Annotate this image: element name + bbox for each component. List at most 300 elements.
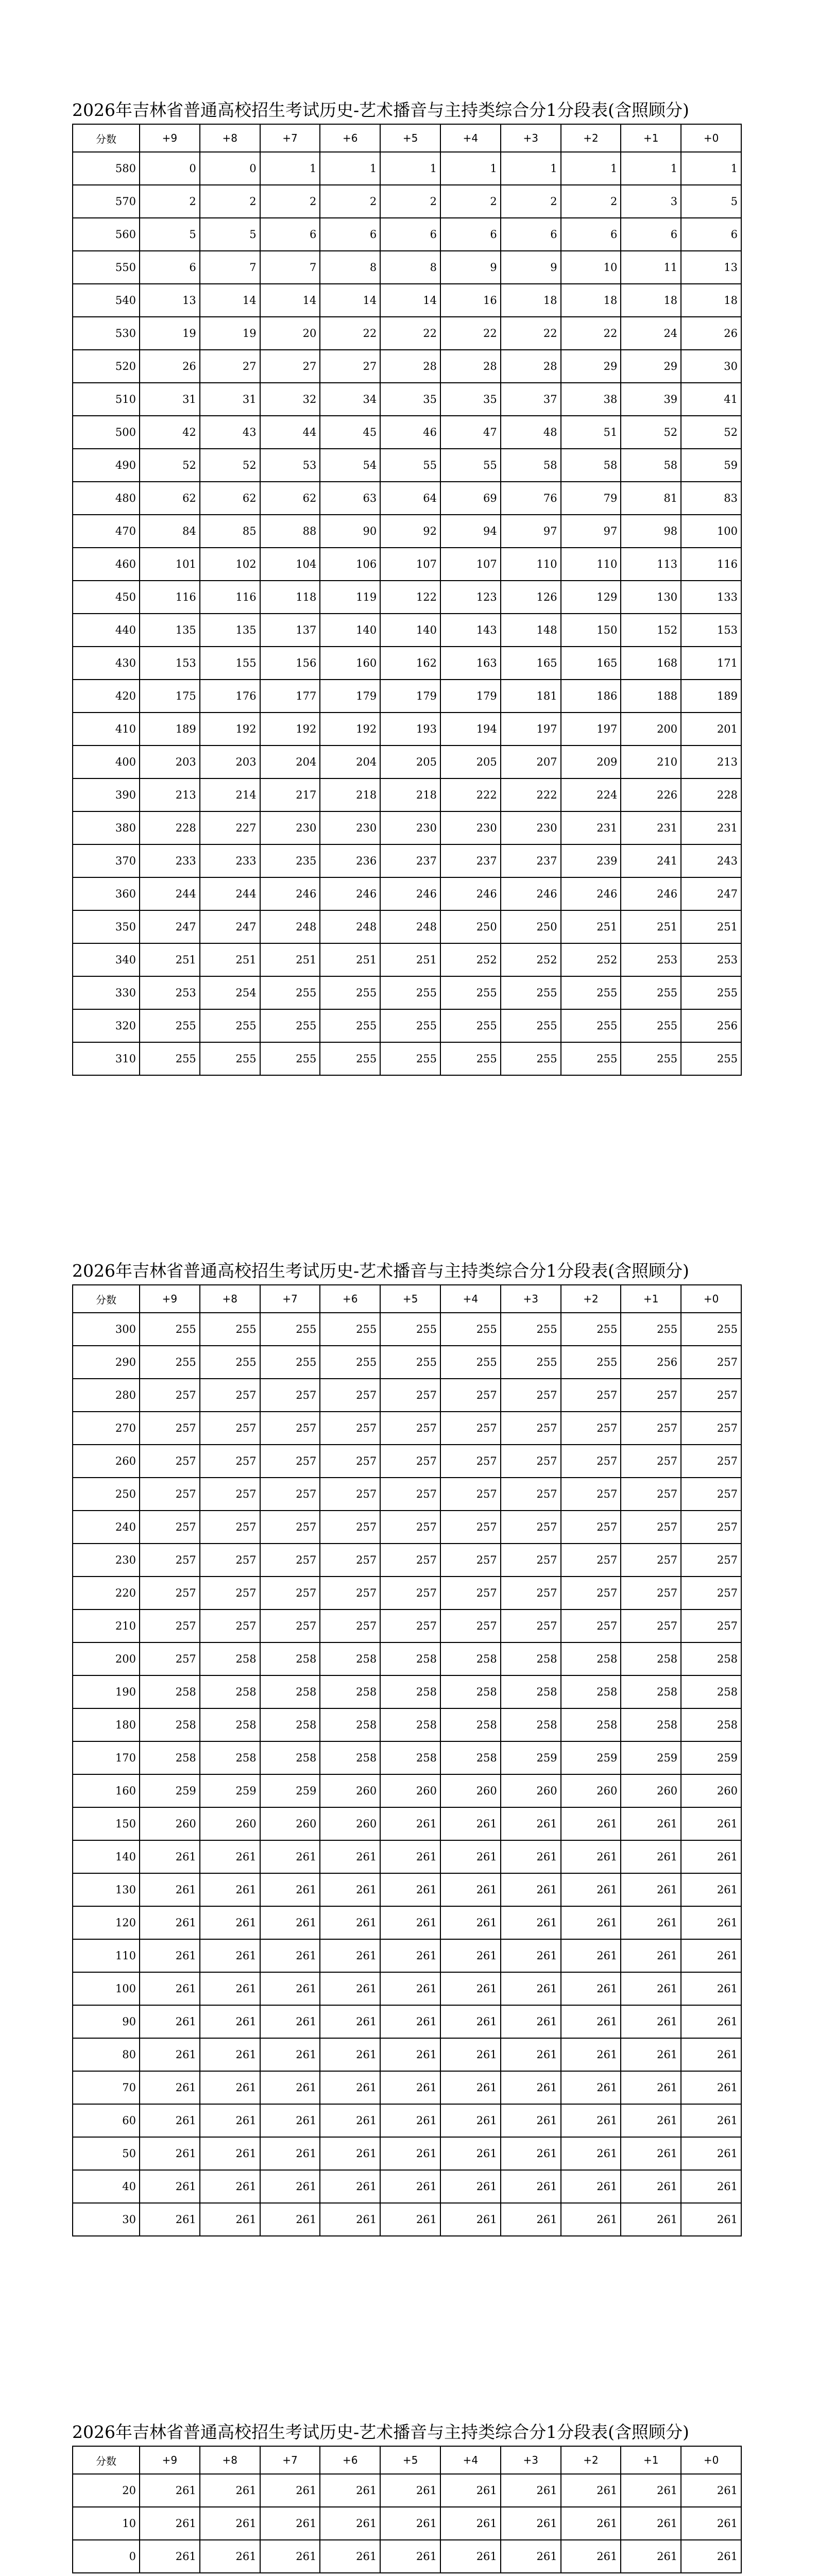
count-cell: 257 bbox=[681, 1346, 741, 1379]
count-cell: 230 bbox=[320, 811, 380, 844]
count-cell: 13 bbox=[140, 284, 200, 317]
count-cell: 255 bbox=[681, 976, 741, 1009]
count-cell: 255 bbox=[440, 1009, 501, 1042]
count-cell: 261 bbox=[501, 1807, 561, 1840]
count-cell: 194 bbox=[440, 713, 501, 745]
count-cell: 261 bbox=[681, 2104, 741, 2137]
count-cell: 257 bbox=[501, 1511, 561, 1544]
table-row bbox=[73, 1042, 741, 1075]
count-cell: 258 bbox=[501, 1642, 561, 1675]
table-row bbox=[73, 581, 741, 614]
count-cell: 261 bbox=[561, 1939, 621, 1972]
count-cell: 257 bbox=[320, 1609, 380, 1642]
count-cell: 1 bbox=[320, 152, 380, 185]
count-cell: 261 bbox=[200, 2507, 260, 2540]
count-cell: 261 bbox=[501, 1906, 561, 1939]
count-cell: 246 bbox=[440, 877, 501, 910]
count-cell: 6 bbox=[681, 218, 741, 251]
count-cell: 261 bbox=[140, 2474, 200, 2507]
score-cell: 490 bbox=[73, 449, 140, 482]
count-cell: 257 bbox=[440, 1379, 501, 1412]
count-cell: 97 bbox=[501, 515, 561, 548]
count-cell: 261 bbox=[621, 2507, 681, 2540]
count-cell: 258 bbox=[200, 1642, 260, 1675]
count-cell: 255 bbox=[140, 1313, 200, 1346]
count-cell: 18 bbox=[681, 284, 741, 317]
count-cell: 255 bbox=[200, 1042, 260, 1075]
count-cell: 261 bbox=[380, 2474, 440, 2507]
count-cell: 261 bbox=[440, 2203, 501, 2236]
count-cell: 261 bbox=[320, 2507, 380, 2540]
count-cell: 261 bbox=[561, 2474, 621, 2507]
count-cell: 52 bbox=[681, 416, 741, 449]
count-cell: 257 bbox=[380, 1544, 440, 1577]
count-cell: 6 bbox=[561, 218, 621, 251]
count-cell: 22 bbox=[561, 317, 621, 350]
count-cell: 201 bbox=[681, 713, 741, 745]
table-row bbox=[73, 1009, 741, 1042]
count-cell: 255 bbox=[681, 1042, 741, 1075]
count-cell: 107 bbox=[380, 548, 440, 581]
count-cell: 257 bbox=[440, 1577, 501, 1609]
count-cell: 261 bbox=[200, 2038, 260, 2071]
table-row bbox=[73, 1609, 741, 1642]
count-cell: 1 bbox=[561, 152, 621, 185]
count-cell: 258 bbox=[681, 1642, 741, 1675]
count-cell: 261 bbox=[140, 2507, 200, 2540]
count-cell: 260 bbox=[621, 1774, 681, 1807]
count-cell: 8 bbox=[320, 251, 380, 284]
count-cell: 236 bbox=[320, 844, 380, 877]
count-cell: 261 bbox=[501, 2507, 561, 2540]
count-cell: 237 bbox=[440, 844, 501, 877]
count-cell: 2 bbox=[140, 185, 200, 218]
count-cell: 261 bbox=[260, 1972, 320, 2005]
count-cell: 261 bbox=[440, 2474, 501, 2507]
table-row bbox=[73, 647, 741, 680]
count-cell: 261 bbox=[501, 2005, 561, 2038]
count-cell: 261 bbox=[440, 1873, 501, 1906]
count-cell: 54 bbox=[320, 449, 380, 482]
count-cell: 255 bbox=[681, 1313, 741, 1346]
column-header: +1 bbox=[621, 124, 681, 152]
count-cell: 261 bbox=[621, 2540, 681, 2573]
count-cell: 255 bbox=[440, 1346, 501, 1379]
count-cell: 88 bbox=[260, 515, 320, 548]
count-cell: 261 bbox=[200, 2540, 260, 2573]
count-cell: 261 bbox=[260, 2203, 320, 2236]
count-cell: 261 bbox=[561, 2137, 621, 2170]
count-cell: 257 bbox=[501, 1544, 561, 1577]
count-cell: 261 bbox=[320, 2203, 380, 2236]
count-cell: 261 bbox=[621, 1840, 681, 1873]
count-cell: 261 bbox=[440, 1939, 501, 1972]
table-row bbox=[73, 152, 741, 185]
count-cell: 92 bbox=[380, 515, 440, 548]
count-cell: 255 bbox=[440, 1042, 501, 1075]
count-cell: 257 bbox=[140, 1478, 200, 1511]
count-cell: 259 bbox=[621, 1741, 681, 1774]
count-cell: 51 bbox=[561, 416, 621, 449]
count-cell: 261 bbox=[140, 2005, 200, 2038]
count-cell: 258 bbox=[501, 1675, 561, 1708]
count-cell: 261 bbox=[561, 2071, 621, 2104]
count-cell: 261 bbox=[681, 2474, 741, 2507]
count-cell: 261 bbox=[561, 1906, 621, 1939]
score-cell: 270 bbox=[73, 1412, 140, 1445]
count-cell: 14 bbox=[200, 284, 260, 317]
count-cell: 261 bbox=[260, 2170, 320, 2203]
count-cell: 257 bbox=[681, 1511, 741, 1544]
count-cell: 260 bbox=[380, 1774, 440, 1807]
count-cell: 116 bbox=[681, 548, 741, 581]
count-cell: 181 bbox=[501, 680, 561, 713]
count-cell: 126 bbox=[501, 581, 561, 614]
count-cell: 256 bbox=[681, 1009, 741, 1042]
table-row bbox=[73, 1412, 741, 1445]
table-row bbox=[73, 1346, 741, 1379]
score-table bbox=[72, 2446, 742, 2573]
count-cell: 255 bbox=[380, 976, 440, 1009]
score-cell: 210 bbox=[73, 1609, 140, 1642]
count-cell: 255 bbox=[501, 1042, 561, 1075]
count-cell: 260 bbox=[440, 1774, 501, 1807]
count-cell: 261 bbox=[440, 2540, 501, 2573]
count-cell: 261 bbox=[561, 2203, 621, 2236]
count-cell: 76 bbox=[501, 482, 561, 515]
count-cell: 251 bbox=[140, 943, 200, 976]
count-cell: 261 bbox=[681, 2540, 741, 2573]
count-cell: 123 bbox=[440, 581, 501, 614]
count-cell: 261 bbox=[140, 2137, 200, 2170]
column-header: +4 bbox=[440, 2446, 501, 2474]
count-cell: 260 bbox=[681, 1774, 741, 1807]
count-cell: 218 bbox=[380, 778, 440, 811]
count-cell: 163 bbox=[440, 647, 501, 680]
count-cell: 258 bbox=[260, 1741, 320, 1774]
count-cell: 257 bbox=[621, 1478, 681, 1511]
count-cell: 255 bbox=[320, 1009, 380, 1042]
count-cell: 261 bbox=[561, 1972, 621, 2005]
table-body bbox=[73, 2474, 741, 2573]
count-cell: 250 bbox=[501, 910, 561, 943]
count-cell: 64 bbox=[380, 482, 440, 515]
count-cell: 257 bbox=[200, 1379, 260, 1412]
count-cell: 197 bbox=[501, 713, 561, 745]
count-cell: 261 bbox=[621, 1939, 681, 1972]
count-cell: 255 bbox=[260, 1042, 320, 1075]
count-cell: 255 bbox=[440, 1313, 501, 1346]
column-header: +7 bbox=[260, 2446, 320, 2474]
count-cell: 46 bbox=[380, 416, 440, 449]
table-row bbox=[73, 515, 741, 548]
count-cell: 261 bbox=[440, 2137, 501, 2170]
count-cell: 231 bbox=[561, 811, 621, 844]
count-cell: 113 bbox=[621, 548, 681, 581]
count-cell: 258 bbox=[260, 1642, 320, 1675]
count-cell: 255 bbox=[260, 1346, 320, 1379]
count-cell: 168 bbox=[621, 647, 681, 680]
count-cell: 85 bbox=[200, 515, 260, 548]
count-cell: 261 bbox=[260, 2071, 320, 2104]
count-cell: 52 bbox=[200, 449, 260, 482]
count-cell: 261 bbox=[140, 2203, 200, 2236]
count-cell: 258 bbox=[200, 1741, 260, 1774]
count-cell: 260 bbox=[260, 1807, 320, 1840]
column-header: +5 bbox=[380, 124, 440, 152]
count-cell: 19 bbox=[140, 317, 200, 350]
count-cell: 261 bbox=[380, 2104, 440, 2137]
table-row bbox=[73, 548, 741, 581]
count-cell: 257 bbox=[200, 1511, 260, 1544]
count-cell: 200 bbox=[621, 713, 681, 745]
count-cell: 261 bbox=[320, 2474, 380, 2507]
count-cell: 38 bbox=[561, 383, 621, 416]
count-cell: 58 bbox=[501, 449, 561, 482]
table-row bbox=[73, 1939, 741, 1972]
count-cell: 261 bbox=[140, 2104, 200, 2137]
count-cell: 222 bbox=[440, 778, 501, 811]
count-cell: 261 bbox=[320, 1840, 380, 1873]
table-row bbox=[73, 2170, 741, 2203]
count-cell: 52 bbox=[621, 416, 681, 449]
column-header: +0 bbox=[681, 2446, 741, 2474]
column-header: +6 bbox=[320, 2446, 380, 2474]
count-cell: 1 bbox=[380, 152, 440, 185]
count-cell: 62 bbox=[260, 482, 320, 515]
count-cell: 261 bbox=[621, 2038, 681, 2071]
count-cell: 148 bbox=[501, 614, 561, 647]
count-cell: 237 bbox=[501, 844, 561, 877]
count-cell: 261 bbox=[260, 1840, 320, 1873]
count-cell: 10 bbox=[561, 251, 621, 284]
count-cell: 261 bbox=[140, 2038, 200, 2071]
column-header: +0 bbox=[681, 1285, 741, 1313]
table-body bbox=[73, 152, 741, 1075]
count-cell: 261 bbox=[200, 1906, 260, 1939]
count-cell: 261 bbox=[320, 1972, 380, 2005]
count-cell: 257 bbox=[380, 1577, 440, 1609]
score-cell: 390 bbox=[73, 778, 140, 811]
count-cell: 257 bbox=[380, 1478, 440, 1511]
score-cell: 440 bbox=[73, 614, 140, 647]
count-cell: 257 bbox=[260, 1609, 320, 1642]
count-cell: 257 bbox=[140, 1511, 200, 1544]
header-row bbox=[73, 1285, 741, 1313]
count-cell: 261 bbox=[561, 2507, 621, 2540]
count-cell: 1 bbox=[681, 152, 741, 185]
count-cell: 258 bbox=[320, 1708, 380, 1741]
count-cell: 261 bbox=[140, 2540, 200, 2573]
count-cell: 261 bbox=[380, 1972, 440, 2005]
count-cell: 246 bbox=[501, 877, 561, 910]
table-row bbox=[73, 2038, 741, 2071]
count-cell: 84 bbox=[140, 515, 200, 548]
count-cell: 48 bbox=[501, 416, 561, 449]
count-cell: 261 bbox=[140, 1873, 200, 1906]
count-cell: 261 bbox=[260, 2038, 320, 2071]
count-cell: 261 bbox=[621, 2203, 681, 2236]
count-cell: 110 bbox=[501, 548, 561, 581]
count-cell: 257 bbox=[440, 1478, 501, 1511]
count-cell: 26 bbox=[681, 317, 741, 350]
score-cell: 320 bbox=[73, 1009, 140, 1042]
count-cell: 27 bbox=[320, 350, 380, 383]
count-cell: 35 bbox=[440, 383, 501, 416]
count-cell: 217 bbox=[260, 778, 320, 811]
page-3 bbox=[72, 2419, 741, 2573]
count-cell: 258 bbox=[440, 1642, 501, 1675]
table-row bbox=[73, 1741, 741, 1774]
count-cell: 257 bbox=[380, 1412, 440, 1445]
count-cell: 261 bbox=[200, 1972, 260, 2005]
column-header: +3 bbox=[501, 1285, 561, 1313]
count-cell: 257 bbox=[200, 1544, 260, 1577]
count-cell: 255 bbox=[501, 1346, 561, 1379]
count-cell: 101 bbox=[140, 548, 200, 581]
count-cell: 213 bbox=[681, 745, 741, 778]
table-row bbox=[73, 449, 741, 482]
count-cell: 52 bbox=[140, 449, 200, 482]
count-cell: 261 bbox=[561, 1840, 621, 1873]
count-cell: 257 bbox=[260, 1544, 320, 1577]
score-cell: 60 bbox=[73, 2104, 140, 2137]
count-cell: 261 bbox=[140, 2170, 200, 2203]
count-cell: 257 bbox=[681, 1379, 741, 1412]
count-cell: 43 bbox=[200, 416, 260, 449]
count-cell: 160 bbox=[320, 647, 380, 680]
count-cell: 257 bbox=[561, 1511, 621, 1544]
count-cell: 257 bbox=[681, 1577, 741, 1609]
count-cell: 107 bbox=[440, 548, 501, 581]
column-header: +5 bbox=[380, 1285, 440, 1313]
count-cell: 6 bbox=[260, 218, 320, 251]
count-cell: 261 bbox=[561, 2170, 621, 2203]
score-table bbox=[72, 1284, 742, 2236]
count-cell: 261 bbox=[320, 2104, 380, 2137]
count-cell: 261 bbox=[681, 2005, 741, 2038]
table-row bbox=[73, 614, 741, 647]
count-cell: 261 bbox=[621, 2104, 681, 2137]
count-cell: 135 bbox=[140, 614, 200, 647]
count-cell: 19 bbox=[200, 317, 260, 350]
score-cell: 70 bbox=[73, 2071, 140, 2104]
count-cell: 261 bbox=[440, 2071, 501, 2104]
count-cell: 257 bbox=[140, 1642, 200, 1675]
count-cell: 192 bbox=[200, 713, 260, 745]
count-cell: 165 bbox=[501, 647, 561, 680]
score-cell: 80 bbox=[73, 2038, 140, 2071]
score-cell: 530 bbox=[73, 317, 140, 350]
score-cell: 430 bbox=[73, 647, 140, 680]
count-cell: 261 bbox=[380, 2038, 440, 2071]
count-cell: 29 bbox=[621, 350, 681, 383]
table-row bbox=[73, 1807, 741, 1840]
table-row bbox=[73, 910, 741, 943]
count-cell: 246 bbox=[320, 877, 380, 910]
table-row bbox=[73, 2540, 741, 2573]
count-cell: 261 bbox=[681, 1840, 741, 1873]
count-cell: 28 bbox=[380, 350, 440, 383]
score-cell: 420 bbox=[73, 680, 140, 713]
count-cell: 55 bbox=[380, 449, 440, 482]
count-cell: 116 bbox=[200, 581, 260, 614]
column-header: +9 bbox=[140, 1285, 200, 1313]
count-cell: 261 bbox=[621, 1807, 681, 1840]
count-cell: 231 bbox=[621, 811, 681, 844]
count-cell: 143 bbox=[440, 614, 501, 647]
count-cell: 257 bbox=[621, 1412, 681, 1445]
count-cell: 9 bbox=[501, 251, 561, 284]
count-cell: 260 bbox=[320, 1807, 380, 1840]
count-cell: 261 bbox=[380, 1807, 440, 1840]
column-header: 分数 bbox=[73, 2446, 140, 2474]
count-cell: 204 bbox=[260, 745, 320, 778]
count-cell: 257 bbox=[320, 1379, 380, 1412]
count-cell: 261 bbox=[380, 2170, 440, 2203]
count-cell: 260 bbox=[200, 1807, 260, 1840]
count-cell: 237 bbox=[380, 844, 440, 877]
count-cell: 257 bbox=[140, 1412, 200, 1445]
count-cell: 261 bbox=[501, 2540, 561, 2573]
count-cell: 257 bbox=[621, 1445, 681, 1478]
count-cell: 2 bbox=[501, 185, 561, 218]
count-cell: 261 bbox=[200, 2474, 260, 2507]
count-cell: 261 bbox=[320, 1873, 380, 1906]
count-cell: 255 bbox=[260, 1009, 320, 1042]
score-cell: 20 bbox=[73, 2474, 140, 2507]
count-cell: 261 bbox=[440, 2038, 501, 2071]
count-cell: 255 bbox=[440, 976, 501, 1009]
count-cell: 255 bbox=[140, 1009, 200, 1042]
score-cell: 500 bbox=[73, 416, 140, 449]
count-cell: 257 bbox=[260, 1511, 320, 1544]
count-cell: 250 bbox=[440, 910, 501, 943]
count-cell: 189 bbox=[140, 713, 200, 745]
score-cell: 240 bbox=[73, 1511, 140, 1544]
score-cell: 310 bbox=[73, 1042, 140, 1075]
count-cell: 189 bbox=[681, 680, 741, 713]
count-cell: 244 bbox=[140, 877, 200, 910]
count-cell: 258 bbox=[561, 1708, 621, 1741]
score-cell: 470 bbox=[73, 515, 140, 548]
count-cell: 255 bbox=[561, 976, 621, 1009]
count-cell: 90 bbox=[320, 515, 380, 548]
count-cell: 253 bbox=[681, 943, 741, 976]
count-cell: 5 bbox=[140, 218, 200, 251]
count-cell: 257 bbox=[621, 1577, 681, 1609]
column-header: +4 bbox=[440, 1285, 501, 1313]
score-cell: 540 bbox=[73, 284, 140, 317]
count-cell: 261 bbox=[440, 1807, 501, 1840]
count-cell: 258 bbox=[140, 1708, 200, 1741]
count-cell: 257 bbox=[200, 1445, 260, 1478]
count-cell: 261 bbox=[621, 1972, 681, 2005]
count-cell: 79 bbox=[561, 482, 621, 515]
column-header: +4 bbox=[440, 124, 501, 152]
count-cell: 102 bbox=[200, 548, 260, 581]
count-cell: 42 bbox=[140, 416, 200, 449]
count-cell: 258 bbox=[380, 1708, 440, 1741]
count-cell: 255 bbox=[621, 1042, 681, 1075]
count-cell: 257 bbox=[380, 1609, 440, 1642]
count-cell: 257 bbox=[320, 1478, 380, 1511]
count-cell: 83 bbox=[681, 482, 741, 515]
count-cell: 261 bbox=[501, 2038, 561, 2071]
column-header: +2 bbox=[561, 2446, 621, 2474]
count-cell: 58 bbox=[561, 449, 621, 482]
count-cell: 261 bbox=[501, 2137, 561, 2170]
